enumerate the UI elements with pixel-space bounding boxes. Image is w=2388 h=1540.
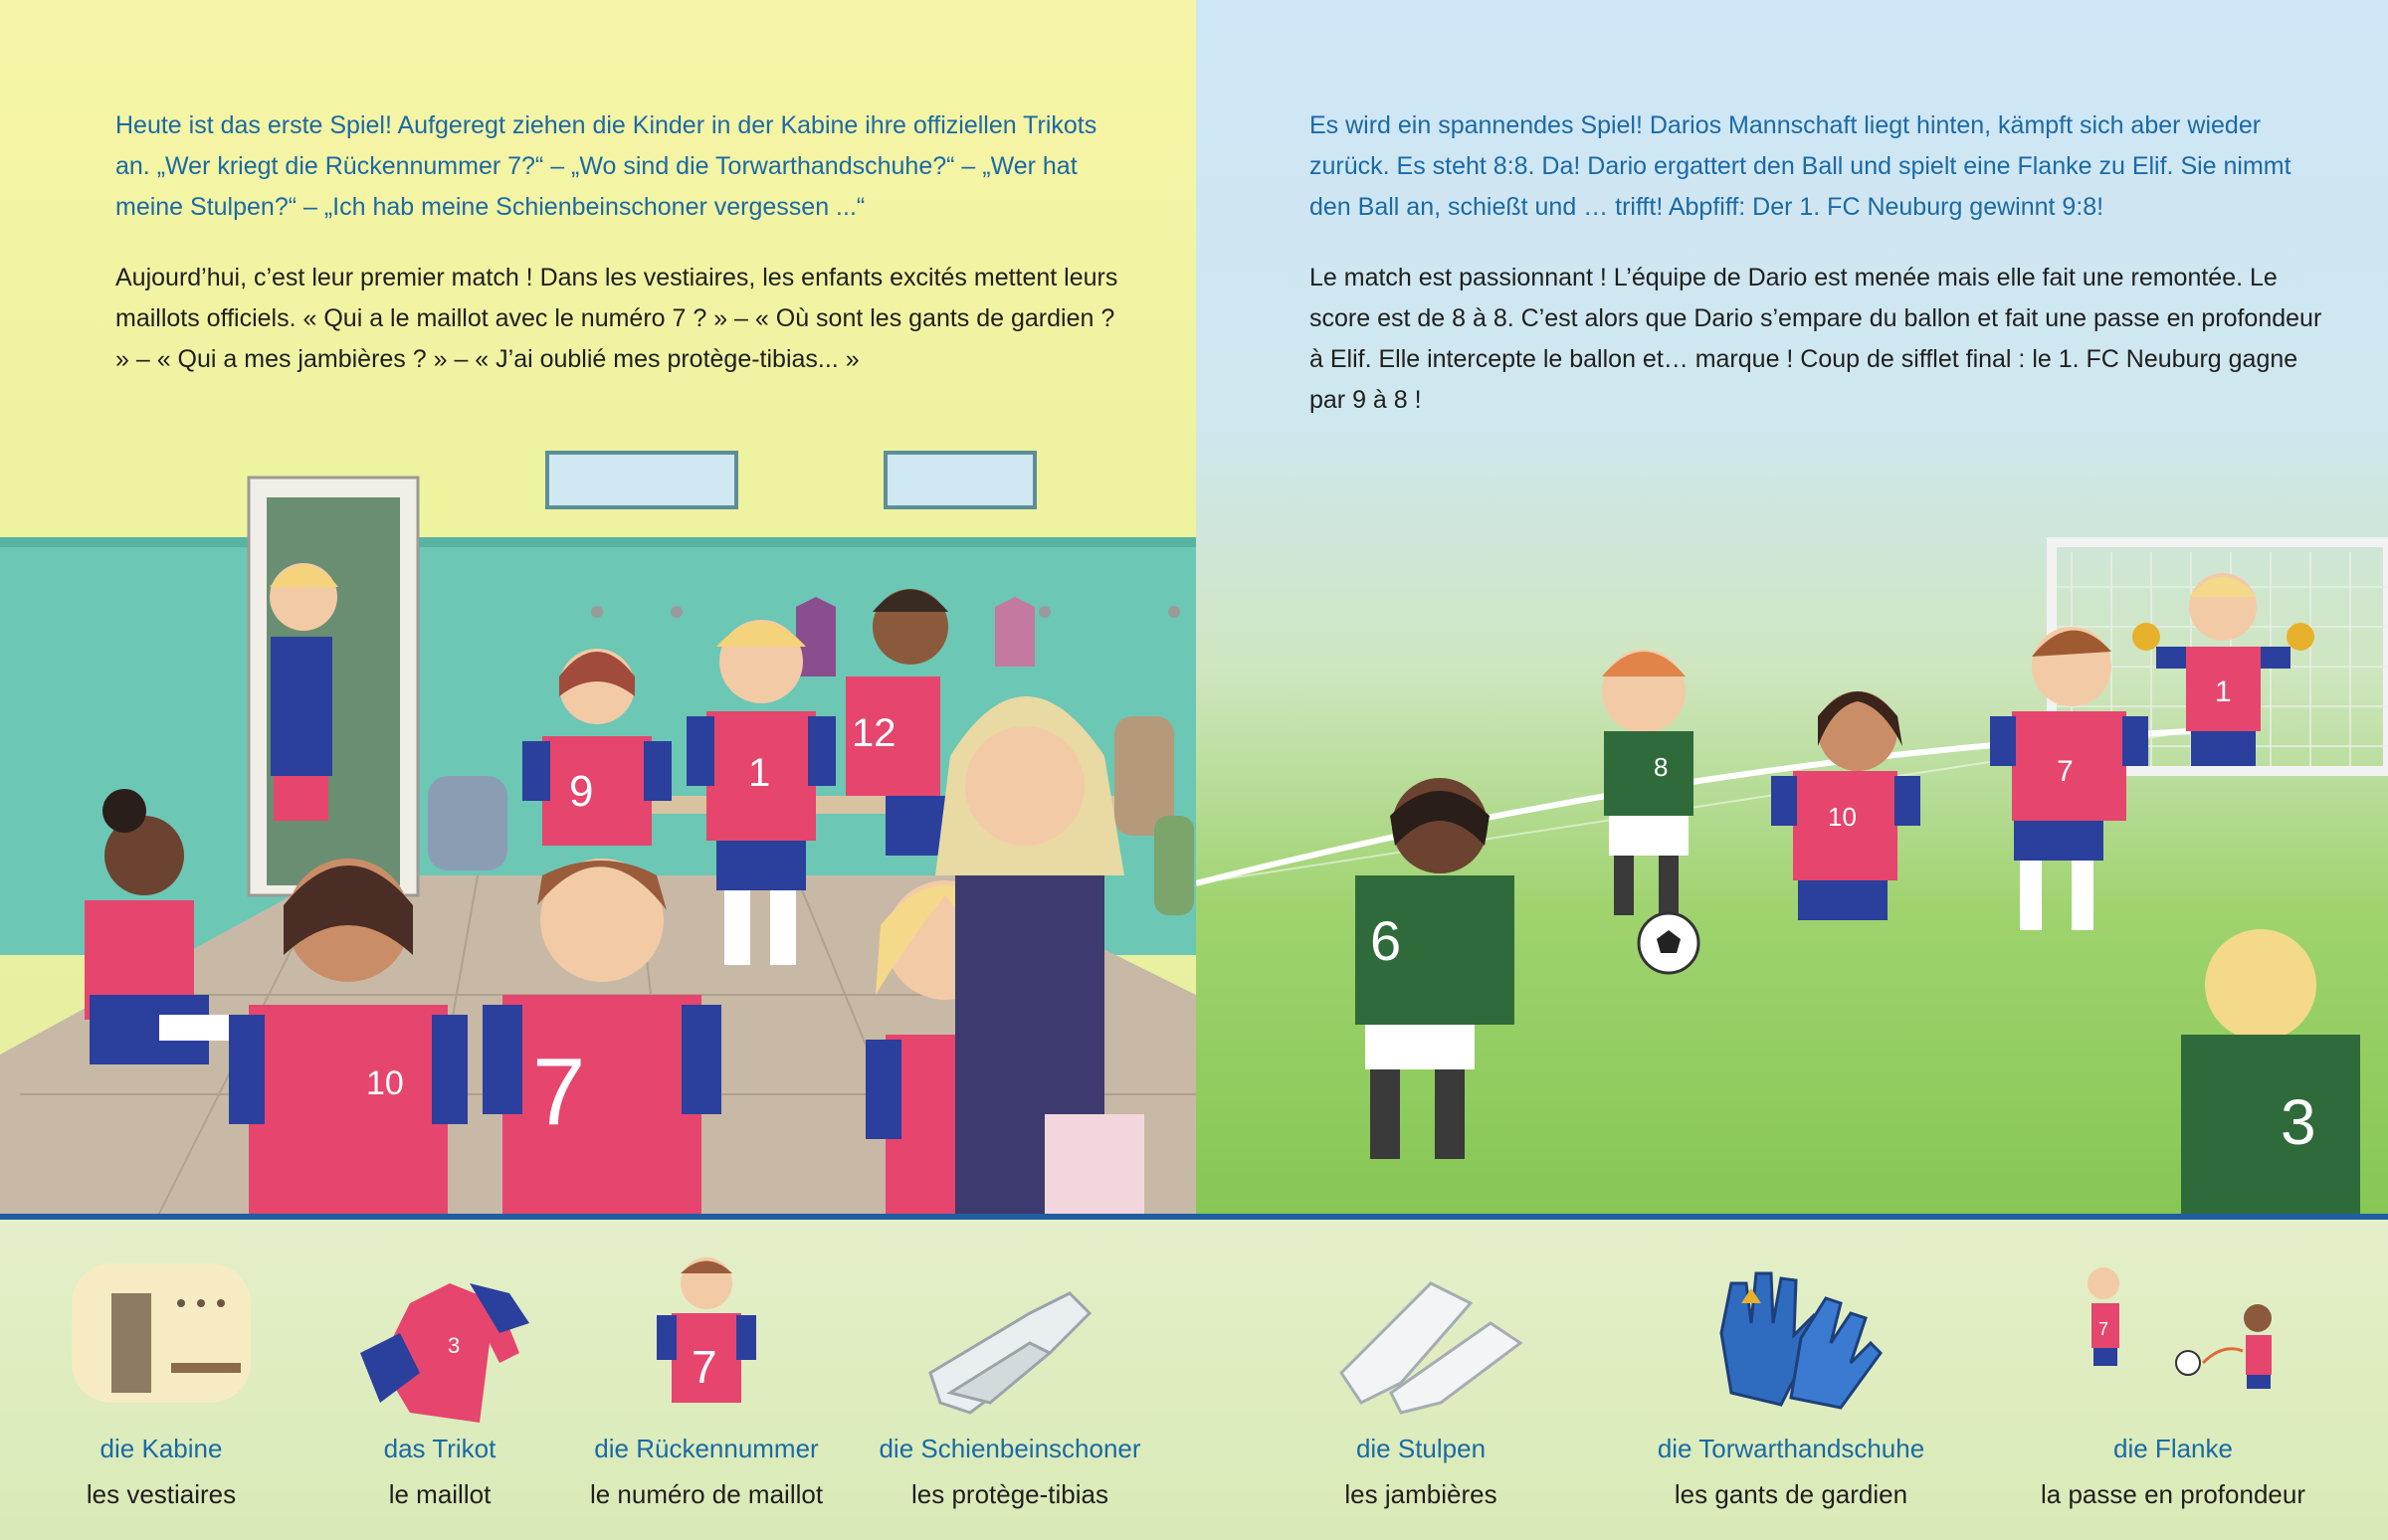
right-french-text: Le match est passionnant ! L’équipe de Dario est menée mais elle fait une remontée. Le score est de 8 à 8. C’est alors que Dario s’empare du ballon et fait une passe en profondeur à Elif. Elle intercepte le ballon et… marque ! Coup de sifflet final : le 1. FC Neuburg gagne par 9 à 8 !	[1309, 264, 2322, 414]
shirt-number-10: 10	[366, 1064, 404, 1102]
right-page	[1196, 0, 2388, 1214]
shirt-number-7-field: 7	[2057, 755, 2074, 788]
glossary-item-trikot	[291, 1244, 589, 1512]
glossary-item-stulpen	[1272, 1244, 1570, 1512]
socks-icon	[1301, 1244, 1540, 1423]
locker-room-icon	[42, 1244, 281, 1423]
glossary-german-term: die Torwarthandschuhe	[1657, 1434, 1925, 1463]
player-9	[522, 649, 672, 846]
flanke-number: 7	[2098, 1319, 2109, 1339]
left-french-text: Aujourd’hui, c’est leur premier match ! Dans les vestiaires, les enfants excités mettent leurs maillots officiels. « Qui a le maillot avec le numéro 7 ? » – « Où sont les gants de gardien ? » – « Qui a mes jambières ? » – « J’ai oublié mes protège-tibias... »	[115, 264, 1118, 373]
jersey-icon	[320, 1244, 559, 1423]
shirt-number-8: 8	[1654, 752, 1669, 782]
left-page	[0, 0, 1196, 1214]
player-3	[2181, 929, 2360, 1214]
glossary-french-term: les gants de gardien	[1674, 1479, 1908, 1509]
shirt-number-7: 7	[532, 1039, 586, 1145]
glossary-item-kabine	[12, 1244, 310, 1512]
glossary-item-flanke	[2024, 1244, 2322, 1512]
jersey-number: 3	[448, 1333, 461, 1358]
back-number-icon	[587, 1244, 826, 1423]
player-6	[1355, 778, 1514, 1159]
left-story-text	[115, 105, 1120, 410]
player-10	[229, 859, 468, 1214]
glossary-french-term: les protège-tibias	[911, 1479, 1108, 1509]
vocabulary-glossary	[0, 1220, 2388, 1540]
shirt-number-3: 3	[2281, 1086, 2316, 1158]
glossary-german-term: die Kabine	[100, 1434, 223, 1463]
coach	[935, 696, 1144, 1214]
shirt-number-12: 12	[852, 711, 896, 755]
glossary-french-term: la passe en profondeur	[2041, 1479, 2305, 1509]
player-12	[846, 589, 955, 856]
glossary-item-rueckennummer	[557, 1244, 856, 1512]
shirt-number-1-keeper: 1	[2215, 675, 2232, 708]
cross-pass-icon	[2054, 1244, 2292, 1423]
player-7	[483, 859, 721, 1214]
glossary-item-torwarthandschuhe	[1642, 1244, 1940, 1512]
player-8	[1602, 650, 1693, 915]
shirt-number-6: 6	[1370, 909, 1402, 972]
glossary-french-term: le numéro de maillot	[589, 1479, 824, 1509]
player-7-field	[1990, 627, 2148, 930]
shin-guard-icon	[891, 1244, 1129, 1423]
shirt-number-10-field: 10	[1828, 802, 1857, 832]
left-german-text: Heute ist das erste Spiel! Aufgeregt ziehen die Kinder in der Kabine ihre offiziellen Trikots an. „Wer kriegt die Rückennummer 7?“ – „Wo sind die Torwarthandschuhe?“ – „Wer hat meine Stulpen?“ – „Ich hab meine Schienbeinschoner vergessen ...“	[115, 111, 1097, 221]
glossary-german-term: die Flanke	[2113, 1434, 2233, 1463]
goalkeeper-1	[2132, 573, 2314, 766]
player-10-kicking	[1771, 691, 1920, 920]
shirt-number-1: 1	[748, 751, 771, 795]
glossary-german-term: das Trikot	[383, 1434, 497, 1463]
right-german-text: Es wird ein spannendes Spiel! Darios Mannschaft liegt hinten, kämpft sich aber wieder zurück. Es steht 8:8. Da! Dario ergattert den Ball und spielt eine Flanke zu Elif. Sie nimmt den Ball an, schießt und … trifft! Abpfiff: Der 1. FC Neuburg gewinnt 9:8!	[1309, 111, 2291, 221]
glossary-german-term: die Stulpen	[1355, 1434, 1487, 1463]
shirt-number-9: 9	[569, 767, 594, 816]
glossary-french-term: les vestiaires	[86, 1479, 237, 1509]
football	[1639, 913, 1698, 973]
right-story-text	[1309, 105, 2324, 451]
glossary-german-term: die Schienbeinschoner	[879, 1434, 1141, 1463]
glossary-german-term: die Rückennummer	[594, 1434, 819, 1463]
glossary-french-term: le maillot	[388, 1479, 492, 1509]
glossary-item-schienbeinschoner	[861, 1244, 1159, 1512]
goalkeeper-gloves-icon	[1672, 1244, 1910, 1423]
back-number: 7	[692, 1341, 717, 1393]
player-1	[687, 620, 836, 965]
glossary-french-term: les jambières	[1344, 1479, 1497, 1509]
